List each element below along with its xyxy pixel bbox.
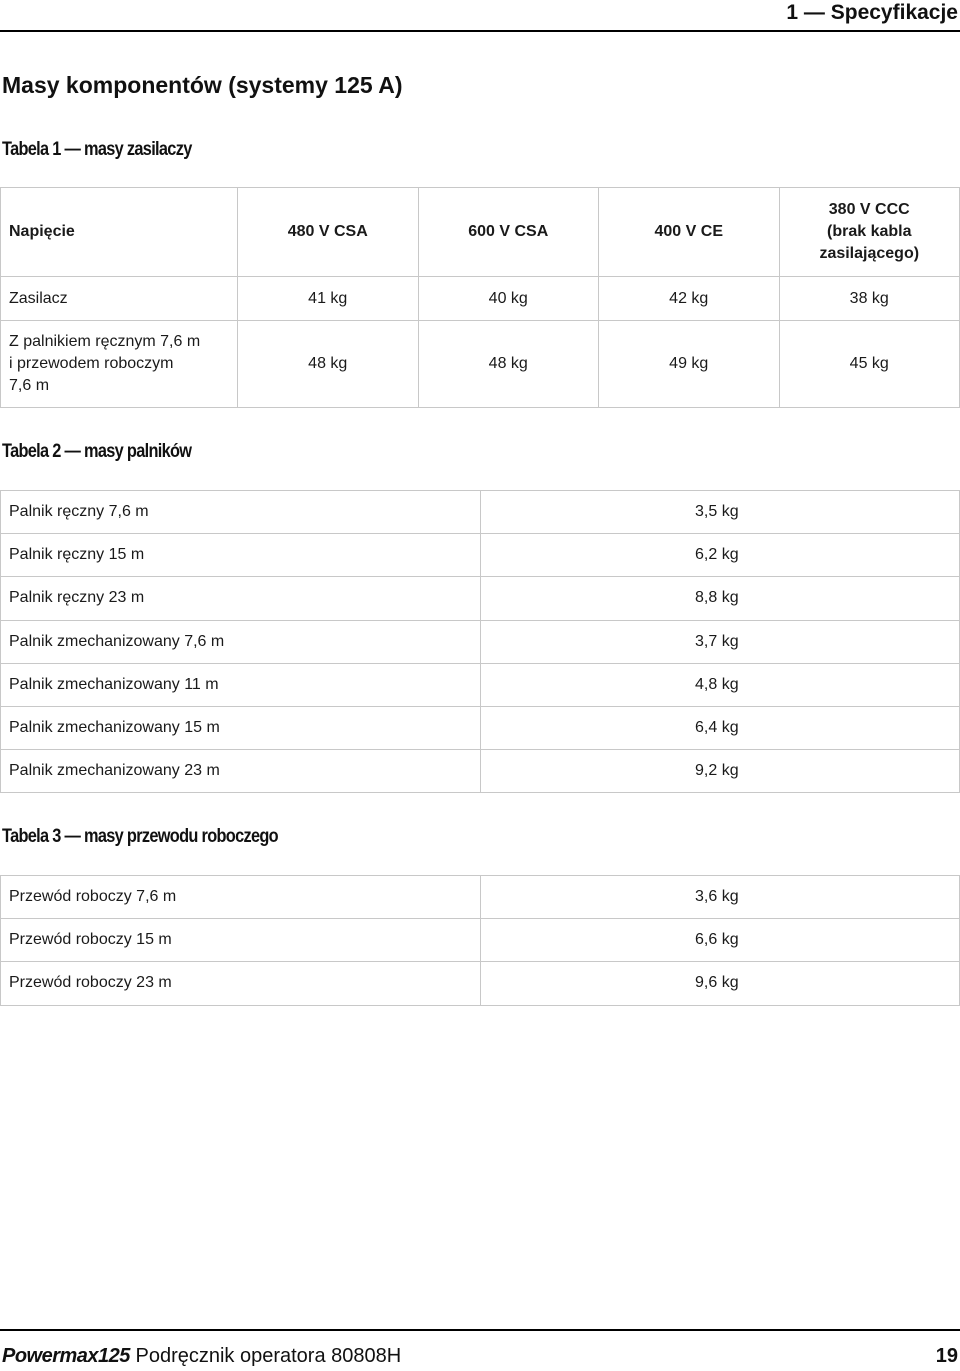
weight-cell: 48 kg [238,321,419,408]
weight-cell: 48 kg [418,321,599,408]
weight-cell: 6,6 kg [481,919,960,962]
table-row [1,706,960,749]
page-footer [0,1329,960,1371]
row-label: Palnik ręczny 15 m [1,534,481,577]
table-row [1,663,960,706]
page-title: Masy komponentów (systemy 125 A) [2,72,403,98]
table-row [1,919,960,962]
weight-cell: 9,2 kg [481,750,960,793]
table-header-row [1,188,960,277]
footer-rule [0,1329,960,1331]
page-number: 19 [935,1345,958,1367]
header-cell: 380 V CCC (brak kabla zasilającego) [779,188,960,277]
row-label: Przewód roboczy 23 m [1,962,481,1005]
torch-weights-table [0,490,960,793]
row-label: Z palnikiem ręcznym 7,6 m i przewodem roboczym 7,6 m [1,321,238,408]
weight-cell: 3,6 kg [481,876,960,919]
weight-cell: 3,5 kg [481,491,960,534]
row-label: Palnik ręczny 23 m [1,577,481,620]
weight-cell: 40 kg [418,277,599,321]
table2-caption: Tabela 2 — masy palników [2,441,192,462]
row-label: Palnik zmechanizowany 23 m [1,750,481,793]
power-supply-weights-table [0,187,960,408]
weight-cell: 8,8 kg [481,577,960,620]
row-label: Zasilacz [1,277,238,321]
weight-cell: 42 kg [599,277,780,321]
manual-title: Podręcznik operatora [135,1345,326,1367]
weight-cell: 9,6 kg [481,962,960,1005]
table-row [1,534,960,577]
weight-cell: 41 kg [238,277,419,321]
table3-caption: Tabela 3 — masy przewodu roboczego [2,826,278,847]
weight-cell: 49 kg [599,321,780,408]
table1-caption: Tabela 1 — masy zasilaczy [2,139,192,160]
product-name: Powermax125 [2,1345,130,1367]
table-row [1,491,960,534]
row-label: Palnik zmechanizowany 7,6 m [1,620,481,663]
weight-cell: 6,2 kg [481,534,960,577]
weight-cell: 3,7 kg [481,620,960,663]
weight-cell: 4,8 kg [481,663,960,706]
table-row [1,321,960,408]
table-row [1,876,960,919]
table-row [1,620,960,663]
weight-cell: 38 kg [779,277,960,321]
header-cell: Napięcie [1,188,238,277]
page-header [0,0,960,32]
chapter-title: 1 — Specyfikacje [786,1,958,24]
row-label: Przewód roboczy 7,6 m [1,876,481,919]
work-lead-weights-table [0,875,960,1006]
row-label: Przewód roboczy 15 m [1,919,481,962]
header-cell: 480 V CSA [238,188,419,277]
row-label: Palnik zmechanizowany 15 m [1,706,481,749]
weight-cell: 45 kg [779,321,960,408]
table-row [1,750,960,793]
table-row [1,277,960,321]
row-label: Palnik zmechanizowany 11 m [1,663,481,706]
header-rule [0,30,960,32]
header-cell: 400 V CE [599,188,780,277]
table-row [1,962,960,1005]
table-row [1,577,960,620]
row-label: Palnik ręczny 7,6 m [1,491,481,534]
doc-number: 80808H [331,1345,402,1367]
weight-cell: 6,4 kg [481,706,960,749]
footer-doc-info [2,1345,401,1368]
header-cell: 600 V CSA [418,188,599,277]
